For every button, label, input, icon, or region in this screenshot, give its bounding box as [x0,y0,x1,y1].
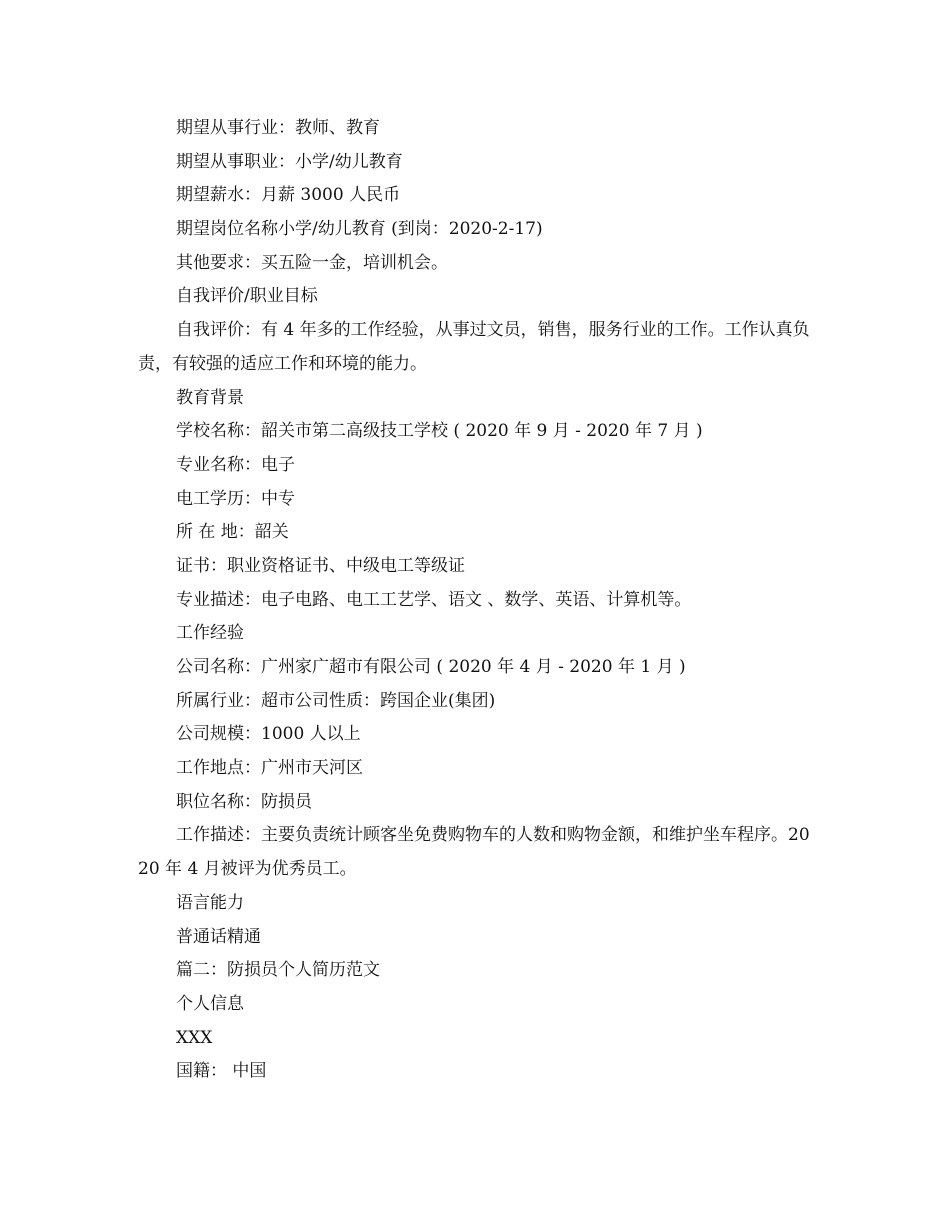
major-name: 专业名称：电子 [176,454,295,475]
expected-occupation: 期望从事职业：小学/幼儿教育 [176,151,403,172]
expected-industry: 期望从事行业：教师、教育 [176,118,380,138]
location: 所 在 地：韶关 [176,522,289,543]
self-evaluation-text: 自我评价：有 4 年多的工作经验，从事过文员，销售，服务行业的工作。工作认真负责，有较强的适应工作和环境的能力。 [138,320,810,374]
nationality: 国籍： 中国 [176,1061,267,1082]
company-name: 公司名称：广州家广超市有限公司 ( 2020 年 4 月 - 2020 年 1 月 ) [176,657,686,678]
chapter-two-title: 篇二：防损员个人简历范文 [176,960,380,981]
other-requirements: 其他要求：买五险一金，培训机会。 [176,252,448,273]
company-industry: 所属行业：超市公司性质：跨国企业(集团) [176,690,496,711]
work-location: 工作地点：广州市天河区 [176,758,363,779]
expected-salary: 期望薪水：月薪 3000 人民币 [176,185,401,206]
section-heading-personal-info: 个人信息 [176,993,244,1014]
major-description: 专业描述：电子电路、电工工艺学、语文 、数学、英语、计算机等。 [176,589,692,610]
section-heading-language: 语言能力 [176,892,244,913]
section-heading-work-experience: 工作经验 [176,623,244,644]
company-size: 公司规模：1000 人以上 [176,724,361,745]
section-heading-education: 教育背景 [176,387,244,408]
certificates: 证书：职业资格证书、中级电工等级证 [176,555,465,576]
school-name: 学校名称：韶关市第二高级技工学校 ( 2020 年 9 月 - 2020 年 7 月 ) [176,421,703,442]
position-title: 职位名称：防损员 [176,791,312,812]
work-description: 工作描述：主要负责统计顾客坐免费购物车的人数和购物金额，和维护坐车程序。2020 年 4 月被评为优秀员工。 [138,825,810,880]
expected-position: 期望岗位名称小学/幼儿教育 (到岗：2020-2-17) [176,219,543,240]
language-skill: 普通话精通 [176,926,261,947]
education-level: 电工学历：中专 [176,488,295,509]
section-heading-self-evaluation: 自我评价/职业目标 [176,286,318,307]
person-name: XXX [176,1027,213,1048]
